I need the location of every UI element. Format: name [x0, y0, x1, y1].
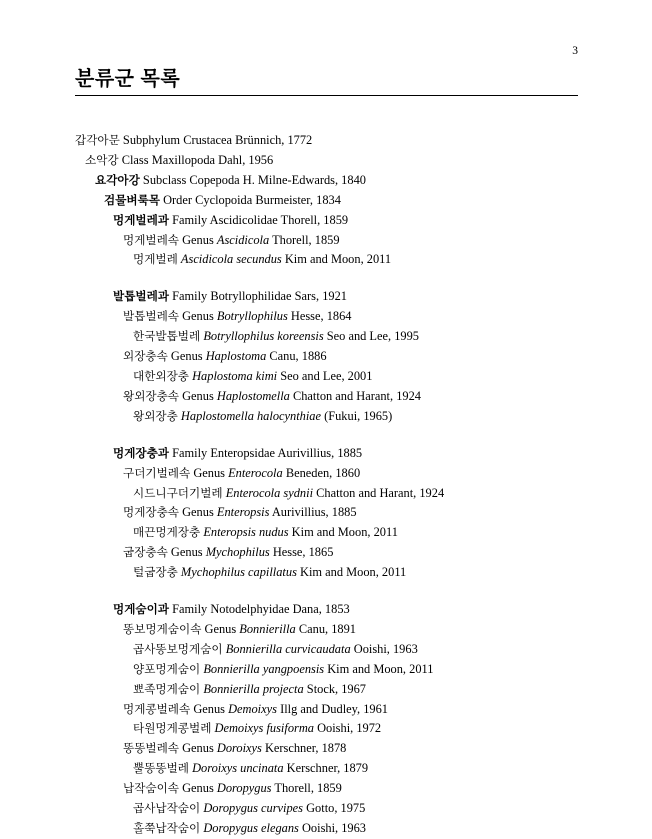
taxon-rank-label: Genus: [182, 388, 214, 403]
page-number: 3: [572, 45, 578, 57]
taxon-entry: [75, 444, 595, 464]
taxon-scientific-name: Enteropsis: [216, 505, 270, 520]
taxon-scientific-name: Bonnierilla: [239, 621, 296, 636]
taxon-rank-label: Genus: [182, 741, 214, 756]
taxon-scientific-name: Crustacea: [183, 133, 233, 147]
taxon-authority: H. Milne-Edwards, 1840: [242, 172, 366, 187]
taxon-entry: [75, 151, 595, 171]
taxon-korean-name: 왕외장충: [133, 409, 178, 423]
taxon-korean-name: 멍게장충과: [113, 446, 169, 460]
taxon-entry: [75, 387, 595, 407]
taxon-korean-name: 멍게숨이과: [113, 603, 169, 617]
taxon-entry: [75, 640, 595, 660]
taxon-authority: Brünnich, 1772: [235, 133, 313, 147]
taxon-scientific-name: Mychophilus capillatus: [180, 565, 297, 580]
taxon-korean-name: 뾰족멍게숨이: [133, 682, 201, 696]
taxon-authority: Thorell, 1859: [272, 232, 340, 247]
taxon-authority: Hesse, 1864: [290, 309, 352, 324]
page-title: 분류군 목록: [75, 68, 181, 90]
taxon-group: [75, 600, 595, 839]
taxon-korean-name: 발톱벌레과: [113, 290, 169, 304]
taxon-rank-label: Class: [121, 152, 149, 167]
taxon-entry: [75, 779, 595, 799]
taxon-scientific-name: Demoixys fusiforma: [214, 721, 314, 736]
taxon-scientific-name: Haplostomella halocynthiae: [180, 408, 321, 423]
title-underline-rule: [75, 95, 578, 96]
taxon-korean-name: 구더기벌레속: [123, 466, 191, 480]
taxon-entry: [75, 250, 595, 270]
taxon-rank-label: Genus: [193, 701, 225, 716]
taxon-scientific-name: Enterocola sydnii: [225, 485, 314, 500]
taxon-entry: [75, 799, 595, 819]
taxon-entry: [75, 600, 595, 620]
taxon-authority: Ooishi, 1963: [301, 821, 367, 835]
taxon-scientific-name: Demoixys: [228, 701, 277, 716]
taxon-entry: [75, 680, 595, 700]
taxon-checklist: [75, 131, 595, 839]
taxon-authority: Thorell, 1859: [274, 781, 342, 796]
taxon-korean-name: 곱사똥보멍게숨이: [133, 642, 223, 656]
taxon-scientific-name: Doropygus elegans: [203, 821, 299, 835]
taxon-entry: [75, 759, 595, 779]
taxon-entry: [75, 563, 595, 583]
taxon-entry: [75, 819, 595, 839]
taxon-rank-label: Genus: [170, 349, 203, 364]
taxon-scientific-name: Bonnierilla curvicaudata: [225, 641, 351, 656]
taxon-rank-label: Family: [172, 289, 208, 304]
taxon-rank-label: Family: [172, 445, 208, 460]
taxon-korean-name: 왕외장충속: [123, 389, 179, 403]
taxon-authority: Thorell, 1859: [280, 212, 349, 227]
taxon-korean-name: 멍게콩벌레속: [123, 702, 191, 716]
taxon-entry: [75, 307, 595, 327]
taxon-authority: Canu, 1886: [269, 349, 327, 364]
taxon-scientific-name: Doroixys uncinata: [192, 761, 284, 776]
taxon-korean-name: 똥똥벌레속: [123, 742, 179, 756]
taxon-authority: Ooishi, 1972: [317, 721, 382, 736]
taxon-entry: [75, 287, 595, 307]
taxon-rank-label: Subphylum: [122, 133, 181, 147]
taxon-korean-name: 타원멍게콩벌레: [133, 722, 212, 736]
taxon-authority: Dahl, 1956: [218, 152, 274, 167]
title-block: [75, 66, 578, 96]
taxon-scientific-name: Haplostomella: [216, 388, 290, 403]
taxon-entry: [75, 171, 595, 191]
taxon-entry: [75, 700, 595, 720]
taxon-entry: [75, 660, 595, 680]
taxon-scientific-name: Botryllophilus koreensis: [203, 329, 324, 344]
taxon-korean-name: 매끈멍게장충: [133, 526, 201, 540]
taxon-korean-name: 갑각아문: [75, 134, 120, 147]
taxon-entry: [75, 347, 595, 367]
taxon-scientific-name: Ascidicolidae: [209, 212, 278, 227]
taxon-rank-label: Order: [163, 192, 193, 207]
taxon-scientific-name: Bonnierilla yangpoensis: [203, 661, 325, 676]
taxon-korean-name: 소악강: [85, 153, 119, 167]
taxon-authority: Chatton and Harant, 1924: [292, 388, 421, 403]
taxon-entry: [75, 131, 595, 151]
taxon-scientific-name: Maxillopoda: [151, 152, 216, 167]
taxon-scientific-name: Notodelphyidae: [210, 602, 290, 617]
taxon-authority: Kim and Moon, 2011: [284, 252, 392, 267]
taxon-korean-name: 털굽장충: [133, 566, 178, 580]
taxon-group: [75, 444, 595, 583]
taxon-authority: Sars, 1921: [294, 289, 347, 304]
taxon-korean-name: 외장충속: [123, 350, 168, 364]
taxon-korean-name: 한국발톱벌레: [133, 330, 201, 344]
taxon-authority: Kim and Moon, 2011: [300, 565, 407, 580]
taxon-entry: [75, 211, 595, 231]
taxon-korean-name: 납작숨이속: [123, 782, 179, 796]
taxon-authority: Chatton and Harant, 1924: [316, 485, 445, 500]
taxon-scientific-name: Copepoda: [189, 172, 240, 187]
taxon-entry: [75, 484, 595, 504]
taxon-korean-name: 곱사납작숨이: [133, 802, 201, 816]
taxon-korean-name: 요각아강: [95, 173, 140, 187]
taxon-rank-label: Genus: [182, 505, 214, 520]
taxon-authority: Burmeister, 1834: [255, 192, 341, 207]
taxon-entry: [75, 739, 595, 759]
taxon-scientific-name: Enterocola: [228, 465, 283, 480]
taxon-korean-name: 발톱벌레속: [123, 310, 179, 324]
taxon-korean-name: 멍게벌레: [133, 253, 178, 267]
taxon-scientific-name: Enteropsidae: [210, 445, 276, 460]
taxon-group: [75, 287, 595, 426]
taxon-group: [75, 131, 595, 270]
taxon-scientific-name: Botryllophilidae: [210, 289, 292, 304]
taxon-rank-label: Family: [172, 602, 208, 617]
taxon-authority: Kim and Moon, 2011: [327, 661, 434, 676]
taxon-rank-label: Genus: [182, 309, 214, 324]
taxon-scientific-name: Haplostoma: [205, 349, 267, 364]
taxon-entry: [75, 367, 595, 387]
taxon-scientific-name: Haplostoma kimi: [192, 368, 278, 383]
taxon-entry: [75, 523, 595, 543]
taxon-scientific-name: Bonnierilla projecta: [203, 681, 304, 696]
taxon-korean-name: 멍게벌레과: [113, 213, 169, 227]
taxon-korean-name: 뿔똥똥벌레: [133, 762, 189, 776]
taxon-scientific-name: Enteropsis nudus: [203, 525, 289, 540]
taxon-scientific-name: Doropygus: [216, 781, 272, 796]
taxon-scientific-name: Doroixys: [216, 741, 262, 756]
taxon-rank-label: Genus: [182, 232, 214, 247]
taxon-entry: [75, 503, 595, 523]
taxon-authority: Illg and Dudley, 1961: [280, 701, 389, 716]
taxon-rank-label: Genus: [170, 545, 203, 560]
taxon-authority: Aurivillius, 1885: [271, 505, 357, 520]
taxon-scientific-name: Botryllophilus: [216, 309, 288, 324]
taxon-scientific-name: Ascidicola: [216, 232, 270, 247]
taxon-korean-name: 검물벼룩목: [104, 193, 160, 207]
taxon-rank-label: Genus: [193, 465, 225, 480]
taxon-korean-name: 굽장충속: [123, 546, 168, 560]
taxon-authority: Gotto, 1975: [306, 801, 366, 816]
taxon-scientific-name: Cyclopoida: [195, 192, 253, 207]
taxon-entry: [75, 231, 595, 251]
taxon-rank-label: Family: [172, 212, 208, 227]
taxon-scientific-name: Ascidicola secundus: [180, 252, 282, 267]
taxon-authority: Hesse, 1865: [272, 545, 334, 560]
taxon-korean-name: 대한외장충: [133, 369, 189, 383]
taxon-authority: Kim and Moon, 2011: [291, 525, 398, 540]
taxon-korean-name: 시드니구더기벌레: [133, 486, 223, 500]
taxon-entry: [75, 620, 595, 640]
taxon-entry: [75, 464, 595, 484]
taxon-korean-name: 멍게장충속: [123, 506, 179, 520]
taxon-authority: (Fukui, 1965): [324, 408, 393, 423]
taxon-rank-label: Subclass: [142, 172, 187, 187]
taxon-entry: [75, 543, 595, 563]
taxon-authority: Canu, 1891: [298, 621, 356, 636]
taxon-authority: Seo and Lee, 2001: [280, 368, 373, 383]
taxon-korean-name: 홀쭉납작숨이: [133, 822, 201, 835]
taxon-entry: [75, 191, 595, 211]
taxon-authority: Beneden, 1860: [285, 465, 361, 480]
taxon-korean-name: 양포멍게숨이: [133, 662, 201, 676]
taxon-korean-name: 멍게벌레속: [123, 233, 179, 247]
taxon-scientific-name: Mychophilus: [205, 545, 270, 560]
taxon-authority: Seo and Lee, 1995: [326, 329, 419, 344]
taxon-authority: Ooishi, 1963: [353, 641, 418, 656]
taxon-authority: Dana, 1853: [292, 602, 350, 617]
taxon-authority: Kerschner, 1878: [264, 741, 347, 756]
taxon-entry: [75, 719, 595, 739]
taxon-authority: Stock, 1967: [306, 681, 366, 696]
taxon-rank-label: Genus: [204, 621, 237, 636]
taxon-rank-label: Genus: [182, 781, 214, 796]
taxon-authority: Kerschner, 1879: [286, 761, 369, 776]
taxon-korean-name: 똥보멍게숨이속: [123, 622, 202, 636]
taxon-entry: [75, 407, 595, 427]
taxon-entry: [75, 327, 595, 347]
taxon-authority: Aurivillius, 1885: [277, 445, 363, 460]
taxon-scientific-name: Doropygus curvipes: [203, 801, 303, 816]
